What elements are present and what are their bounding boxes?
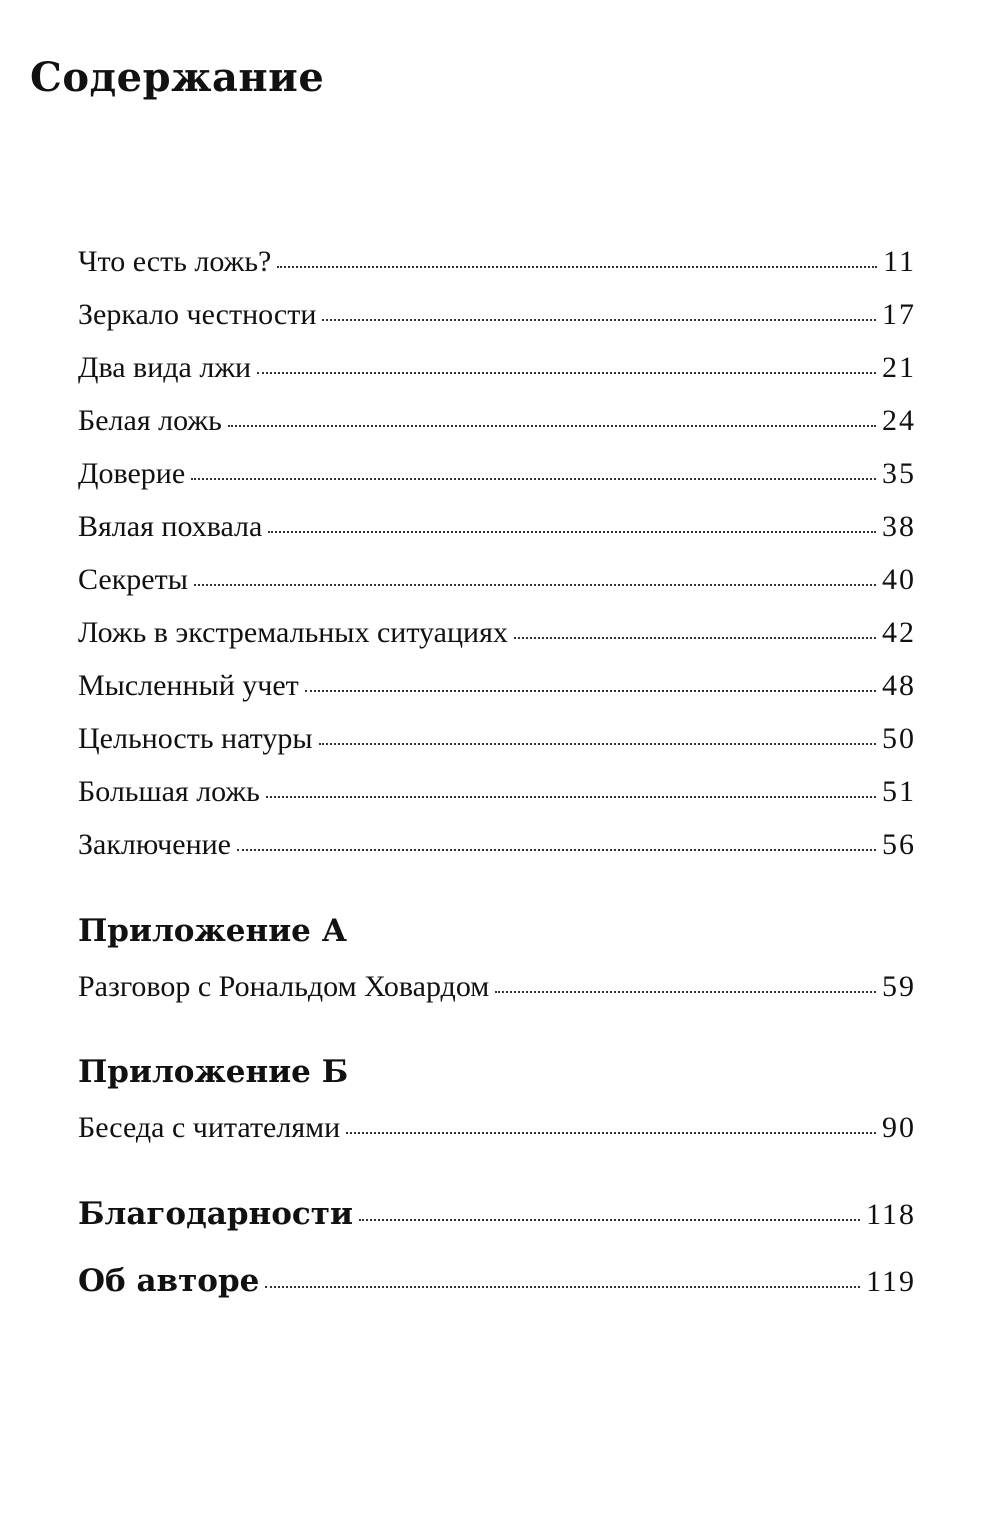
dot-leader	[237, 849, 876, 851]
toc-entry-label: Большая ложь	[78, 775, 260, 808]
toc-entry-label: Заключение	[78, 828, 231, 861]
toc-entry-page: 40	[882, 563, 916, 596]
toc-entry[interactable]	[78, 300, 916, 330]
toc-entry-page: 21	[882, 351, 916, 384]
toc-entry[interactable]	[78, 618, 916, 648]
toc-entry-page: 50	[882, 722, 916, 755]
toc-entry-page: 11	[883, 245, 916, 278]
toc-entry[interactable]	[78, 565, 916, 595]
toc-entry-label: Зеркало честности	[78, 298, 317, 331]
toc-entry-page: 51	[882, 775, 916, 808]
toc-entry-page: 17	[882, 298, 916, 331]
toc-entry-page: 56	[882, 828, 916, 861]
toc-entry[interactable]	[78, 459, 916, 489]
dot-leader	[228, 425, 876, 427]
dot-leader	[346, 1132, 876, 1134]
appendix-a-heading: Приложение А	[78, 913, 347, 949]
toc-entry[interactable]	[78, 406, 916, 436]
toc-entry-label: Благодарности	[78, 1196, 353, 1232]
dot-leader	[268, 531, 876, 533]
toc-entry[interactable]	[78, 247, 916, 277]
toc-entry-label: Об авторе	[78, 1263, 260, 1299]
appendix-b-heading: Приложение Б	[78, 1054, 349, 1090]
toc-entry-label: Беседа с читателями	[78, 1111, 341, 1144]
toc-entry[interactable]	[78, 830, 916, 860]
dot-leader	[305, 690, 876, 692]
toc-entry-label: Белая ложь	[78, 404, 222, 437]
toc-entry-label: Цельность натуры	[78, 722, 313, 755]
toc-entry-label: Что есть ложь?	[78, 245, 272, 278]
toc-entry-label: Секреты	[78, 563, 188, 596]
dot-leader	[257, 372, 876, 374]
toc-entry-page: 48	[882, 669, 916, 702]
toc-entry-acknowledgements[interactable]	[78, 1196, 916, 1232]
toc-entry-page: 119	[866, 1265, 916, 1298]
toc-entry-page: 59	[882, 970, 916, 1003]
toc-entry-page: 24	[882, 404, 916, 437]
dot-leader	[191, 478, 876, 480]
toc-entry-page: 35	[882, 457, 916, 490]
dot-leader	[495, 991, 876, 993]
toc-entry-about-author[interactable]	[78, 1263, 916, 1299]
dot-leader	[319, 743, 876, 745]
dot-leader	[265, 1286, 860, 1288]
toc-entry-label: Два вида лжи	[78, 351, 252, 384]
toc-entry-page: 118	[866, 1198, 916, 1231]
dot-leader	[277, 266, 877, 268]
toc-entry-label: Мысленный учет	[78, 669, 299, 702]
toc-entry[interactable]	[78, 671, 916, 701]
toc-entry[interactable]	[78, 777, 916, 807]
toc-entry-label: Ложь в экстремальных ситуациях	[78, 616, 508, 649]
toc-entry-appendix-a[interactable]	[78, 972, 916, 1002]
dot-leader	[266, 796, 876, 798]
toc-entry-page: 90	[882, 1111, 916, 1144]
dot-leader	[514, 637, 876, 639]
toc-entry-appendix-b[interactable]	[78, 1113, 916, 1143]
toc-entry[interactable]	[78, 512, 916, 542]
toc-entry[interactable]	[78, 724, 916, 754]
toc-entry-label: Доверие	[78, 457, 186, 490]
dot-leader	[194, 584, 876, 586]
dot-leader	[359, 1219, 860, 1221]
toc-entry-label: Разговор с Рональдом Ховардом	[78, 970, 490, 1003]
toc-entry-page: 42	[882, 616, 916, 649]
page-title: Содержание	[30, 54, 325, 101]
toc-entry-label: Вялая похвала	[78, 510, 263, 543]
dot-leader	[322, 319, 876, 321]
toc-entry[interactable]	[78, 353, 916, 383]
toc-entry-page: 38	[882, 510, 916, 543]
